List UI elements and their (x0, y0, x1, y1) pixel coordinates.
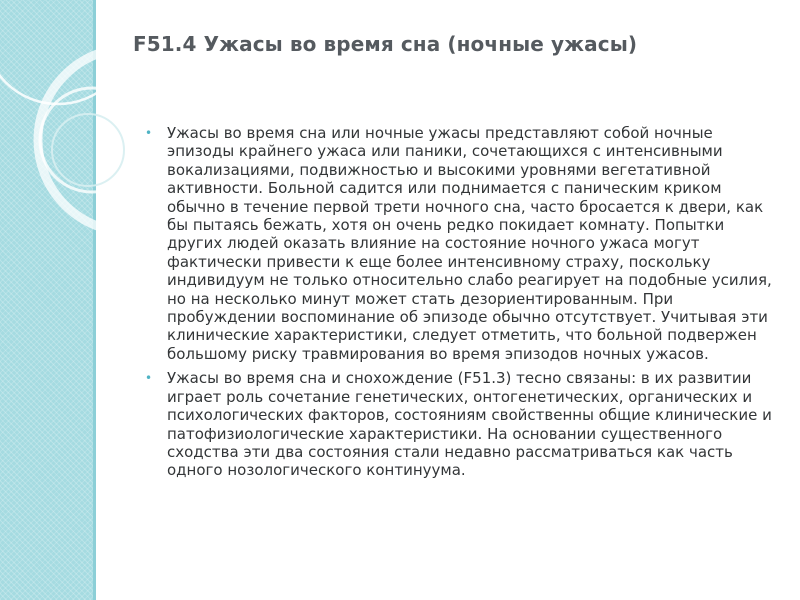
bullet-list (145, 124, 777, 486)
paragraph-text: Ужасы во время сна или ночные ужасы представляют собой ночные эпизоды крайнего ужаса или паники, сочетающихся с интенсивными вокализациями, подвижностью и высокими уровнями вегетативной активности. Больной садится или поднимается с паническим криком обычно в течение первой трети ночного сна, часто бросается к двери, как бы пытаясь бежать, хотя он очень редко покидает комнату. Попытки других людей оказать влияние на состояние ночного ужаса могут фактически привести к еще более интенсивному страху, поскольку индивидуум не только относительно слабо реагирует на подобные усилия, но на несколько минут может стать дезориентированным. При пробуждении воспоминание об эпизоде обычно отсутствует. Учитывая эти клинические характеристики, следует отметить, что больной подвержен большому риску травмирования во время эпизодов ночных ужасов. (167, 124, 772, 363)
slide-title: F51.4 Ужасы во время сна (ночные ужасы) (133, 32, 638, 56)
list-item (145, 124, 777, 363)
list-item (145, 369, 777, 479)
bullet-icon: • (145, 371, 153, 386)
bullet-icon: • (145, 126, 153, 140)
paragraph-text: Ужасы во время сна и снохождение (F51.3) тесно связаны: в их развитии играет роль сочетание генетических, онтогенетических, органических и психологических факторов, состояниям свойственны общие клинические и патофизиологические характеристики. На основании существенного сходства эти два состояния стали недавно рассматриваться как часть одного нозологического континуума. (167, 369, 772, 480)
